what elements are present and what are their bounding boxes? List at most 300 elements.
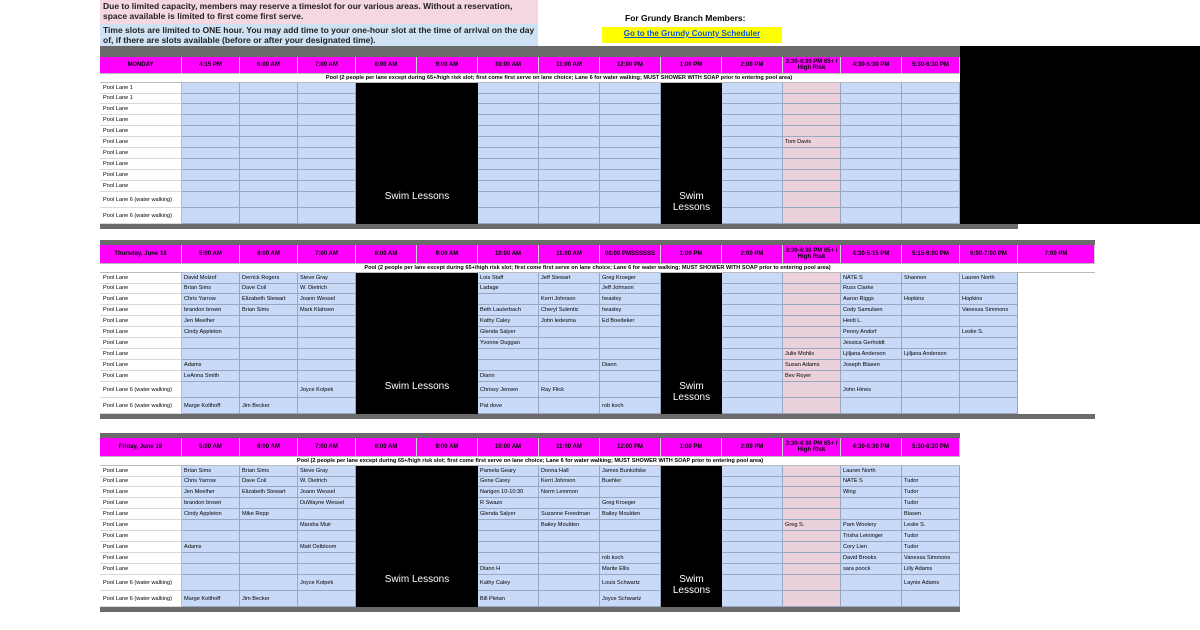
reserved-slot[interactable]: Steve Gray: [298, 273, 356, 284]
schedule-slot[interactable]: [182, 181, 240, 192]
reserved-slot[interactable]: Chrissy Jensen: [478, 382, 539, 398]
schedule-slot[interactable]: [478, 159, 539, 170]
reserved-slot[interactable]: Marite Ellis: [600, 564, 661, 575]
schedule-slot[interactable]: [182, 137, 240, 148]
schedule-slot[interactable]: [298, 371, 356, 382]
schedule-slot[interactable]: [298, 360, 356, 371]
schedule-slot[interactable]: [841, 126, 902, 137]
reserved-slot[interactable]: Russ Clarke: [841, 284, 902, 295]
schedule-slot[interactable]: [902, 148, 960, 159]
reserved-slot[interactable]: Beth Lauterbach: [478, 305, 539, 316]
schedule-slot[interactable]: [783, 83, 841, 94]
schedule-slot[interactable]: [722, 498, 783, 509]
reserved-slot[interactable]: Lois Staff: [478, 273, 539, 284]
schedule-slot[interactable]: [600, 115, 661, 126]
reserved-slot[interactable]: Dave Coil: [240, 284, 298, 295]
reserved-slot[interactable]: Wing: [841, 487, 902, 498]
schedule-slot[interactable]: [902, 159, 960, 170]
schedule-slot[interactable]: [722, 104, 783, 115]
schedule-slot[interactable]: [722, 327, 783, 338]
schedule-slot[interactable]: [841, 575, 902, 591]
reserved-slot[interactable]: Gene Carey: [478, 477, 539, 488]
schedule-slot[interactable]: [539, 192, 600, 208]
schedule-slot[interactable]: [298, 94, 356, 105]
schedule-slot[interactable]: [182, 170, 240, 181]
schedule-slot[interactable]: [182, 126, 240, 137]
reserved-slot[interactable]: brandon brown: [182, 305, 240, 316]
schedule-slot[interactable]: [783, 487, 841, 498]
reserved-slot[interactable]: R Swazo: [478, 498, 539, 509]
schedule-slot[interactable]: [902, 104, 960, 115]
schedule-slot[interactable]: [478, 520, 539, 531]
schedule-slot[interactable]: [722, 509, 783, 520]
reserved-slot[interactable]: James Bunkofske: [600, 466, 661, 477]
reserved-slot[interactable]: Adams: [182, 542, 240, 553]
schedule-slot[interactable]: [182, 564, 240, 575]
schedule-slot[interactable]: [240, 137, 298, 148]
reserved-slot[interactable]: Jessica Gerholdt: [841, 338, 902, 349]
schedule-slot[interactable]: [182, 115, 240, 126]
reserved-slot[interactable]: Ed Boedeker: [600, 316, 661, 327]
reserved-slot[interactable]: Hopkins: [960, 294, 1018, 305]
reserved-slot[interactable]: Jim Becker: [240, 398, 298, 414]
schedule-slot[interactable]: [600, 371, 661, 382]
schedule-slot[interactable]: [722, 126, 783, 137]
schedule-slot[interactable]: [539, 498, 600, 509]
schedule-slot[interactable]: [783, 564, 841, 575]
schedule-slot[interactable]: [478, 360, 539, 371]
reserved-slot[interactable]: Ljiljana Anderson: [841, 349, 902, 360]
reserved-slot[interactable]: Bailey Moulden: [539, 520, 600, 531]
schedule-slot[interactable]: [783, 591, 841, 607]
schedule-slot[interactable]: [902, 115, 960, 126]
reserved-slot[interactable]: Bev Royer: [783, 371, 841, 382]
reserved-slot[interactable]: Cody Samulsen: [841, 305, 902, 316]
reserved-slot[interactable]: Heidi L.: [841, 316, 902, 327]
reserved-slot[interactable]: Greg S.: [783, 520, 841, 531]
reserved-slot[interactable]: Louis Schwartz: [600, 575, 661, 591]
schedule-slot[interactable]: [182, 104, 240, 115]
schedule-slot[interactable]: [478, 208, 539, 224]
schedule-slot[interactable]: [298, 83, 356, 94]
schedule-slot[interactable]: [783, 398, 841, 414]
reserved-slot[interactable]: Tudor: [902, 542, 960, 553]
schedule-slot[interactable]: [478, 170, 539, 181]
reserved-slot[interactable]: Brian Sims: [240, 466, 298, 477]
reserved-slot[interactable]: Cheryl Sulentic: [539, 305, 600, 316]
reserved-slot[interactable]: Jen Meelher: [182, 316, 240, 327]
schedule-slot[interactable]: [298, 591, 356, 607]
schedule-slot[interactable]: [240, 316, 298, 327]
schedule-slot[interactable]: [539, 553, 600, 564]
schedule-slot[interactable]: [902, 316, 960, 327]
schedule-slot[interactable]: [902, 170, 960, 181]
schedule-slot[interactable]: [783, 181, 841, 192]
reserved-slot[interactable]: Adams: [182, 360, 240, 371]
reserved-slot[interactable]: Greg Kroeger: [600, 273, 661, 284]
schedule-slot[interactable]: [298, 531, 356, 542]
reserved-slot[interactable]: Donna Hall: [539, 466, 600, 477]
schedule-slot[interactable]: [722, 273, 783, 284]
schedule-slot[interactable]: [478, 148, 539, 159]
reserved-slot[interactable]: Diann: [600, 360, 661, 371]
schedule-slot[interactable]: [298, 137, 356, 148]
schedule-slot[interactable]: [841, 192, 902, 208]
schedule-slot[interactable]: [600, 520, 661, 531]
reserved-slot[interactable]: Kathy Caley: [478, 575, 539, 591]
schedule-slot[interactable]: [600, 542, 661, 553]
schedule-slot[interactable]: [722, 591, 783, 607]
schedule-slot[interactable]: [783, 126, 841, 137]
schedule-slot[interactable]: [539, 531, 600, 542]
schedule-slot[interactable]: [600, 327, 661, 338]
schedule-slot[interactable]: [298, 126, 356, 137]
schedule-slot[interactable]: [478, 115, 539, 126]
schedule-slot[interactable]: [841, 591, 902, 607]
schedule-slot[interactable]: [182, 159, 240, 170]
schedule-slot[interactable]: [539, 327, 600, 338]
reserved-slot[interactable]: Matt Ostbloom: [298, 542, 356, 553]
reserved-slot[interactable]: Cindy Appleton: [182, 509, 240, 520]
reserved-slot[interactable]: Glenda Salyer: [478, 327, 539, 338]
reserved-slot[interactable]: Tudor: [902, 477, 960, 488]
schedule-slot[interactable]: [722, 148, 783, 159]
schedule-slot[interactable]: [539, 591, 600, 607]
schedule-slot[interactable]: [783, 382, 841, 398]
schedule-slot[interactable]: [539, 148, 600, 159]
schedule-slot[interactable]: [240, 371, 298, 382]
schedule-slot[interactable]: [240, 564, 298, 575]
schedule-slot[interactable]: [960, 338, 1018, 349]
schedule-slot[interactable]: [240, 531, 298, 542]
schedule-slot[interactable]: [240, 192, 298, 208]
schedule-slot[interactable]: [240, 208, 298, 224]
schedule-slot[interactable]: [182, 553, 240, 564]
reserved-slot[interactable]: W. Dietrich: [298, 284, 356, 295]
schedule-slot[interactable]: [182, 382, 240, 398]
reserved-slot[interactable]: Lilly Adams: [902, 564, 960, 575]
grundy-scheduler-link[interactable]: Go to the Grundy County Scheduler: [602, 27, 782, 43]
reserved-slot[interactable]: Derrick Rogers: [240, 273, 298, 284]
schedule-slot[interactable]: [841, 137, 902, 148]
schedule-slot[interactable]: [783, 170, 841, 181]
reserved-slot[interactable]: Tudor: [902, 498, 960, 509]
schedule-slot[interactable]: [783, 148, 841, 159]
schedule-slot[interactable]: [600, 148, 661, 159]
schedule-slot[interactable]: [783, 542, 841, 553]
schedule-slot[interactable]: [841, 181, 902, 192]
reserved-slot[interactable]: Marge Kolthoff: [182, 398, 240, 414]
schedule-slot[interactable]: [478, 294, 539, 305]
schedule-slot[interactable]: [783, 316, 841, 327]
schedule-slot[interactable]: [298, 104, 356, 115]
reserved-slot[interactable]: NATE S: [841, 273, 902, 284]
schedule-slot[interactable]: [182, 94, 240, 105]
schedule-slot[interactable]: [298, 115, 356, 126]
schedule-slot[interactable]: [182, 208, 240, 224]
reserved-slot[interactable]: Leslie S.: [960, 327, 1018, 338]
schedule-slot[interactable]: [240, 360, 298, 371]
schedule-slot[interactable]: [478, 126, 539, 137]
schedule-slot[interactable]: [539, 575, 600, 591]
schedule-slot[interactable]: [722, 542, 783, 553]
reserved-slot[interactable]: John ledesma: [539, 316, 600, 327]
schedule-slot[interactable]: [539, 284, 600, 295]
schedule-slot[interactable]: [182, 148, 240, 159]
schedule-slot[interactable]: [539, 371, 600, 382]
schedule-slot[interactable]: [539, 115, 600, 126]
schedule-slot[interactable]: [960, 398, 1018, 414]
reserved-slot[interactable]: Tudor: [902, 531, 960, 542]
schedule-slot[interactable]: [722, 284, 783, 295]
schedule-slot[interactable]: [478, 531, 539, 542]
schedule-slot[interactable]: [722, 338, 783, 349]
schedule-slot[interactable]: [539, 349, 600, 360]
schedule-slot[interactable]: [722, 487, 783, 498]
schedule-slot[interactable]: [960, 371, 1018, 382]
schedule-slot[interactable]: [478, 181, 539, 192]
schedule-slot[interactable]: [539, 208, 600, 224]
reserved-slot[interactable]: rob koch: [600, 398, 661, 414]
reserved-slot[interactable]: LeAnna Smith: [182, 371, 240, 382]
schedule-slot[interactable]: [298, 564, 356, 575]
schedule-slot[interactable]: [722, 83, 783, 94]
reserved-slot[interactable]: sara poock: [841, 564, 902, 575]
schedule-slot[interactable]: [722, 137, 783, 148]
schedule-slot[interactable]: [240, 83, 298, 94]
schedule-slot[interactable]: [841, 398, 902, 414]
schedule-slot[interactable]: [841, 83, 902, 94]
schedule-slot[interactable]: [902, 83, 960, 94]
schedule-slot[interactable]: [902, 126, 960, 137]
schedule-slot[interactable]: [539, 360, 600, 371]
schedule-slot[interactable]: [902, 398, 960, 414]
reserved-slot[interactable]: NATE S: [841, 477, 902, 488]
schedule-slot[interactable]: [600, 382, 661, 398]
schedule-slot[interactable]: [240, 159, 298, 170]
schedule-slot[interactable]: [240, 126, 298, 137]
schedule-slot[interactable]: [298, 148, 356, 159]
schedule-slot[interactable]: [539, 398, 600, 414]
reserved-slot[interactable]: Lauren North: [841, 466, 902, 477]
reserved-slot[interactable]: Chris Yarrow: [182, 477, 240, 488]
reserved-slot[interactable]: Blasen: [902, 509, 960, 520]
reserved-slot[interactable]: Elizabeth Stewart: [240, 487, 298, 498]
schedule-slot[interactable]: [600, 159, 661, 170]
schedule-slot[interactable]: [600, 137, 661, 148]
reserved-slot[interactable]: Joseph Blasen: [841, 360, 902, 371]
reserved-slot[interactable]: Joann Wessel: [298, 487, 356, 498]
schedule-slot[interactable]: [298, 349, 356, 360]
schedule-slot[interactable]: [298, 553, 356, 564]
schedule-slot[interactable]: [783, 192, 841, 208]
schedule-slot[interactable]: [722, 208, 783, 224]
reserved-slot[interactable]: Brian Sims: [240, 305, 298, 316]
reserved-slot[interactable]: rob koch: [600, 553, 661, 564]
reserved-slot[interactable]: Joann Wessel: [298, 294, 356, 305]
schedule-slot[interactable]: [783, 498, 841, 509]
reserved-slot[interactable]: Bailey Moulden: [600, 509, 661, 520]
schedule-slot[interactable]: [600, 94, 661, 105]
schedule-slot[interactable]: [240, 104, 298, 115]
reserved-slot[interactable]: Pat dove: [478, 398, 539, 414]
reserved-slot[interactable]: Cory Lien: [841, 542, 902, 553]
schedule-slot[interactable]: [783, 575, 841, 591]
schedule-slot[interactable]: [240, 181, 298, 192]
schedule-slot[interactable]: [783, 509, 841, 520]
schedule-slot[interactable]: [722, 466, 783, 477]
reserved-slot[interactable]: Tom Davis: [783, 137, 841, 148]
schedule-slot[interactable]: [539, 338, 600, 349]
reserved-slot[interactable]: Steve Gray: [298, 466, 356, 477]
schedule-slot[interactable]: [478, 137, 539, 148]
schedule-slot[interactable]: [841, 170, 902, 181]
schedule-slot[interactable]: [539, 542, 600, 553]
schedule-slot[interactable]: [722, 575, 783, 591]
schedule-slot[interactable]: [902, 284, 960, 295]
reserved-slot[interactable]: Laynie Adams: [902, 575, 960, 591]
schedule-slot[interactable]: [841, 159, 902, 170]
schedule-slot[interactable]: [478, 94, 539, 105]
schedule-slot[interactable]: [902, 382, 960, 398]
reserved-slot[interactable]: Trisha Leininger: [841, 531, 902, 542]
schedule-slot[interactable]: [722, 115, 783, 126]
schedule-slot[interactable]: [298, 192, 356, 208]
schedule-slot[interactable]: [539, 137, 600, 148]
reserved-slot[interactable]: Diann: [478, 371, 539, 382]
schedule-slot[interactable]: [783, 477, 841, 488]
schedule-slot[interactable]: [182, 520, 240, 531]
reserved-slot[interactable]: Shannon: [902, 273, 960, 284]
schedule-slot[interactable]: [240, 498, 298, 509]
schedule-slot[interactable]: [722, 520, 783, 531]
schedule-slot[interactable]: [600, 170, 661, 181]
schedule-slot[interactable]: [841, 509, 902, 520]
schedule-slot[interactable]: [722, 553, 783, 564]
schedule-slot[interactable]: [600, 83, 661, 94]
schedule-slot[interactable]: [722, 316, 783, 327]
schedule-slot[interactable]: [600, 338, 661, 349]
schedule-slot[interactable]: [600, 104, 661, 115]
schedule-slot[interactable]: [902, 94, 960, 105]
reserved-slot[interactable]: Aaron Riggs: [841, 294, 902, 305]
schedule-slot[interactable]: [600, 487, 661, 498]
schedule-slot[interactable]: [783, 327, 841, 338]
schedule-slot[interactable]: [240, 520, 298, 531]
reserved-slot[interactable]: Elizabeth Stewart: [240, 294, 298, 305]
schedule-slot[interactable]: [783, 294, 841, 305]
schedule-slot[interactable]: [539, 83, 600, 94]
schedule-slot[interactable]: [182, 83, 240, 94]
schedule-slot[interactable]: [902, 360, 960, 371]
schedule-slot[interactable]: [902, 338, 960, 349]
schedule-slot[interactable]: [783, 273, 841, 284]
schedule-slot[interactable]: [841, 498, 902, 509]
schedule-slot[interactable]: [722, 564, 783, 575]
schedule-slot[interactable]: [298, 509, 356, 520]
reserved-slot[interactable]: Narigon 10-10:30: [478, 487, 539, 498]
schedule-slot[interactable]: [841, 148, 902, 159]
schedule-slot[interactable]: [182, 349, 240, 360]
schedule-slot[interactable]: [783, 466, 841, 477]
reserved-slot[interactable]: Pamela Geary: [478, 466, 539, 477]
schedule-slot[interactable]: [722, 398, 783, 414]
schedule-slot[interactable]: [722, 371, 783, 382]
reserved-slot[interactable]: Joyce Kolpek: [298, 382, 356, 398]
reserved-slot[interactable]: Suzanne Freedman: [539, 509, 600, 520]
schedule-slot[interactable]: [783, 104, 841, 115]
reserved-slot[interactable]: heasley: [600, 305, 661, 316]
schedule-slot[interactable]: [240, 327, 298, 338]
reserved-slot[interactable]: Mark Klahsen: [298, 305, 356, 316]
schedule-slot[interactable]: [240, 553, 298, 564]
reserved-slot[interactable]: Bill Pletan: [478, 591, 539, 607]
schedule-slot[interactable]: [722, 159, 783, 170]
schedule-slot[interactable]: [841, 208, 902, 224]
schedule-slot[interactable]: [539, 94, 600, 105]
schedule-slot[interactable]: [600, 181, 661, 192]
reserved-slot[interactable]: Jeff Johnson: [600, 284, 661, 295]
schedule-slot[interactable]: [960, 284, 1018, 295]
schedule-slot[interactable]: [539, 126, 600, 137]
schedule-slot[interactable]: [841, 104, 902, 115]
reserved-slot[interactable]: Marge Kolthoff: [182, 591, 240, 607]
schedule-slot[interactable]: [783, 305, 841, 316]
schedule-slot[interactable]: [902, 371, 960, 382]
schedule-slot[interactable]: [722, 181, 783, 192]
reserved-slot[interactable]: Yvonne Duggan: [478, 338, 539, 349]
schedule-slot[interactable]: [722, 94, 783, 105]
schedule-slot[interactable]: [902, 591, 960, 607]
schedule-slot[interactable]: [783, 531, 841, 542]
schedule-slot[interactable]: [182, 531, 240, 542]
reserved-slot[interactable]: Ray Flick: [539, 382, 600, 398]
reserved-slot[interactable]: Lauren North: [960, 273, 1018, 284]
reserved-slot[interactable]: brandon brown: [182, 498, 240, 509]
schedule-slot[interactable]: [960, 349, 1018, 360]
schedule-slot[interactable]: [240, 115, 298, 126]
reserved-slot[interactable]: Joyce Kolpek: [298, 575, 356, 591]
schedule-slot[interactable]: [722, 305, 783, 316]
reserved-slot[interactable]: Brian Sims: [182, 284, 240, 295]
schedule-slot[interactable]: [783, 94, 841, 105]
reserved-slot[interactable]: Jeff Stewart: [539, 273, 600, 284]
reserved-slot[interactable]: DuWayne Wessel: [298, 498, 356, 509]
schedule-slot[interactable]: [902, 327, 960, 338]
reserved-slot[interactable]: Leslie S.: [902, 520, 960, 531]
schedule-slot[interactable]: [902, 305, 960, 316]
schedule-slot[interactable]: [478, 553, 539, 564]
schedule-slot[interactable]: [841, 371, 902, 382]
schedule-slot[interactable]: [240, 94, 298, 105]
schedule-slot[interactable]: [783, 159, 841, 170]
schedule-slot[interactable]: [783, 115, 841, 126]
schedule-slot[interactable]: [722, 360, 783, 371]
reserved-slot[interactable]: Kerri Johnson: [539, 294, 600, 305]
reserved-slot[interactable]: John Hines: [841, 382, 902, 398]
schedule-slot[interactable]: [539, 181, 600, 192]
reserved-slot[interactable]: Cindy Appleton: [182, 327, 240, 338]
schedule-slot[interactable]: [478, 83, 539, 94]
schedule-slot[interactable]: [240, 338, 298, 349]
schedule-slot[interactable]: [240, 575, 298, 591]
schedule-slot[interactable]: [841, 94, 902, 105]
reserved-slot[interactable]: Vanessa Simmons: [960, 305, 1018, 316]
schedule-slot[interactable]: [298, 208, 356, 224]
schedule-slot[interactable]: [298, 316, 356, 327]
schedule-slot[interactable]: [722, 349, 783, 360]
schedule-slot[interactable]: [600, 126, 661, 137]
